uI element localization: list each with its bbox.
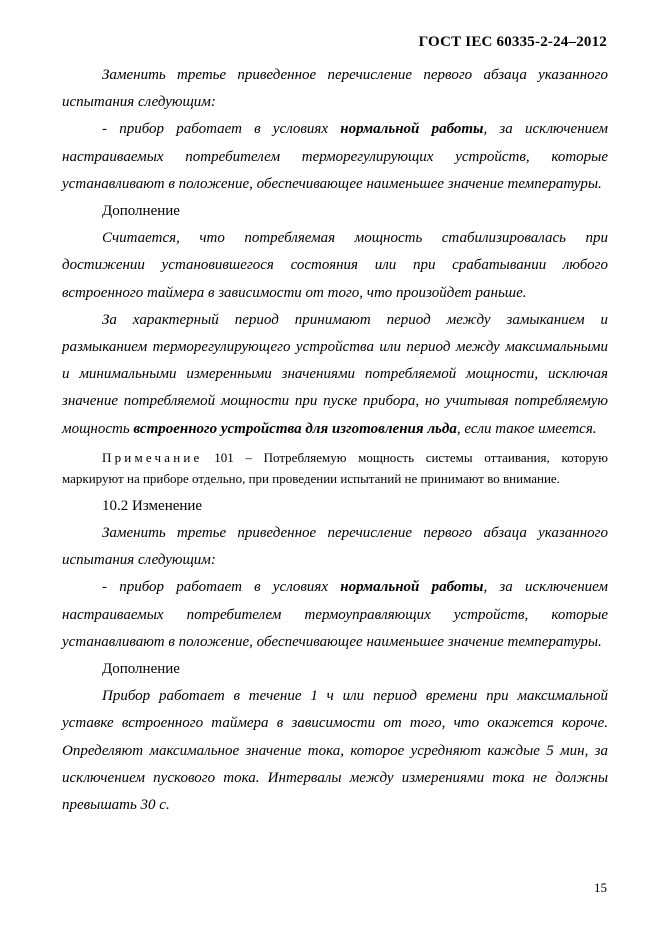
text-segment: , если такое имеется. — [456, 420, 597, 437]
text-segment: , за исключением настраиваемых потребителем терморегулирующих устройств, которые устанавливают в положение, обеспечивающее наименьшее значение температуры. — [62, 121, 608, 192]
bold-term-normal-operation: нормальной работы — [340, 121, 484, 138]
text-segment: За характерный период принимают период между замыканием и размыканием терморегулирующего устройства или период между максимальными и минимальными измеренными значениями потребляемой мощности, исключая значение потребляемой мощности при пуске прибора, но учитывая потребляемую мощность — [62, 311, 608, 437]
bold-term-normal-operation: нормальной работы — [340, 579, 484, 596]
document-body — [62, 62, 608, 819]
heading-addition-2: Дополнение — [102, 661, 180, 678]
text-segment: - прибор работает в условиях — [102, 579, 341, 596]
standard-header: ГОСТ IEC 60335-2-24–2012 — [418, 34, 607, 50]
note-text: 101 – Потребляемую мощность системы оттаивания, которую маркируют на приборе отдельно, при проведении испытаний не принимают во внимание. — [62, 449, 608, 486]
text-segment: - прибор работает в условиях — [102, 121, 341, 138]
paragraph-operation-time: Прибор работает в течение 1 ч или период времени при максимальной уставке встроенного таймера в зависимости от того, что окажется короче. Определяют максимальное значение тока, которое усредняют каждые 5 мин, за исключением пускового тока. Интервалы между измерениями тока не должны превышать 30 с. — [62, 688, 608, 814]
note-101 — [62, 447, 608, 489]
paragraph-characteristic-period — [62, 307, 608, 443]
bold-term-ice-maker: встроенного устройства для изготовления льда — [133, 420, 457, 437]
note-label: Примечание — [102, 449, 203, 465]
section-10-2-heading: 10.2 Изменение — [102, 497, 203, 514]
heading-addition-1: Дополнение — [102, 203, 180, 220]
paragraph-replace-instruction-1: Заменить третье приведенное перечисление первого абзаца указанного испытания следующим: — [62, 67, 608, 111]
paragraph-device-condition-1 — [62, 116, 608, 198]
paragraph-replace-instruction-2: Заменить третье приведенное перечисление первого абзаца указанного испытания следующим: — [62, 525, 608, 569]
paragraph-power-stabilized: Считается, что потребляемая мощность стабилизировалась при достижении установившегося состояния или при срабатывании любого встроенного таймера в зависимости от того, что произойдет раньше. — [62, 230, 608, 301]
paragraph-device-condition-2 — [62, 574, 608, 656]
page-number: 15 — [594, 880, 607, 895]
text-segment: , за исключением настраиваемых потребителем термоуправляющих устройств, которые устанавливают в положение, обеспечивающее наименьшее значение температуры. — [62, 579, 608, 650]
